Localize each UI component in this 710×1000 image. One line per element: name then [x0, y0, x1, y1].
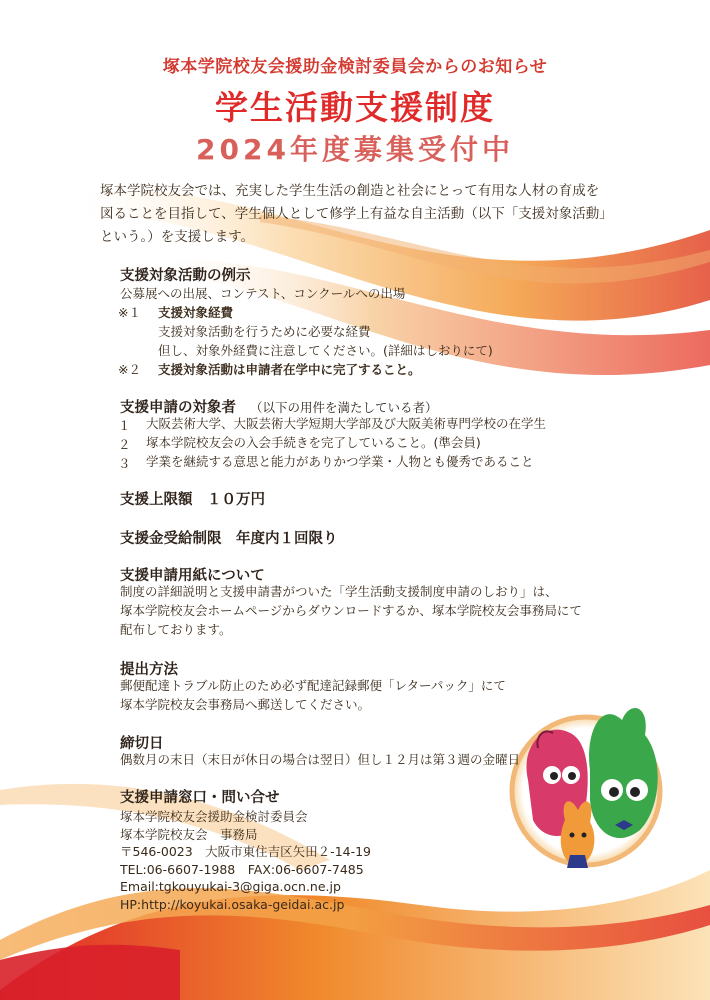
frequency-limit: 支援金受給制限 年度内１回限り	[120, 531, 338, 547]
contact-block	[120, 808, 371, 913]
eligibility-item: 塚本学院校友会の入会手続きを完了していること。(準会員)	[146, 435, 481, 450]
deadline-line: 偶数月の末日（末日が休日の場合は翌日）但し１２月は第３週の金曜日	[120, 752, 521, 767]
contact-email[interactable]: Email:tgkouyukai-3@giga.ocn.ne.jp	[120, 879, 341, 894]
limit-amount: 支援上限額 １０万円	[120, 492, 265, 508]
page-title: 学生活動支援制度	[215, 88, 495, 127]
note2-mark: ※２	[118, 362, 141, 377]
form-line: 制度の詳細説明と支援申請書がついた「学生活動支援制度申請のしおり」は、	[120, 584, 558, 599]
eligibility-number: ３	[118, 456, 131, 471]
note1-mark: ※１	[118, 305, 141, 320]
note1-line: 但し、対象外経費に注意してください。(詳細はしおりにて)	[158, 343, 493, 358]
intro-line: という。）を支援します。	[100, 229, 255, 245]
contact-address: 〒546-0023 大阪市東住吉区矢田２-14-19	[120, 844, 372, 859]
intro-line: 塚本学院校友会では、充実した学生生活の創造と社会にとって有用な人材の育成を	[100, 183, 600, 199]
eligibility-item: 学業を継続する意思と能力がありかつ学業・人物とも優秀であること	[146, 454, 534, 469]
contact-heading: 支援申請窓口・問い合せ	[120, 790, 280, 806]
deadline-heading: 締切日	[120, 736, 164, 752]
submit-heading: 提出方法	[120, 662, 178, 678]
contact-office: 塚本学院校友会 事務局	[120, 826, 258, 842]
contact-website[interactable]: HP:http://koyukai.osaka-geidai.ac.jp	[120, 896, 345, 912]
eligibility-heading-text: 支援申請の対象者	[120, 400, 236, 416]
submit-line: 塚本学院校友会事務局へ郵送してください。	[120, 697, 371, 712]
examples-heading: 支援対象活動の例示	[120, 268, 251, 284]
eligibility-heading	[120, 396, 438, 417]
form-line: 塚本学院校友会ホームページからダウンロードするか、塚本学院校友会事務局にて	[120, 603, 582, 618]
intro-paragraph	[100, 180, 620, 249]
form-line: 配布しております。	[120, 622, 232, 637]
notice-heading: 塚本学院校友会援助金検討委員会からのお知らせ	[162, 57, 548, 77]
note2-text: 支援対象活動は申請者在学中に完了すること。	[158, 362, 421, 377]
note1-title: 支援対象経費	[158, 305, 234, 320]
page-subtitle: 2024年度募集受付中	[196, 133, 514, 166]
intro-line: 図ることを目指して、学生個人として修学上有益な自主活動（以下「支援対象活動」	[100, 206, 613, 222]
contact-committee: 塚本学院校友会援助金検討委員会	[120, 809, 308, 824]
submit-line: 郵便配達トラブル防止のため必ず配達記録郵便「レターパック」にて	[120, 678, 506, 693]
eligibility-number: ２	[118, 437, 131, 452]
eligibility-number: １	[118, 418, 131, 433]
note1-line: 支援対象活動を行うために必要な経費	[158, 324, 371, 339]
form-heading: 支援申請用紙について	[120, 568, 265, 584]
contact-phone-fax: TEL:06-6607-1988 FAX:06-6607-7485	[120, 861, 364, 877]
eligibility-item: 大阪芸術大学、大阪芸術大学短期大学部及び大阪美術専門学校の在学生	[146, 416, 547, 431]
examples-line: 公募展への出展、コンテスト、コンクールへの出場	[120, 286, 406, 301]
eligibility-note: （以下の用件を満たしている者）	[250, 400, 438, 415]
